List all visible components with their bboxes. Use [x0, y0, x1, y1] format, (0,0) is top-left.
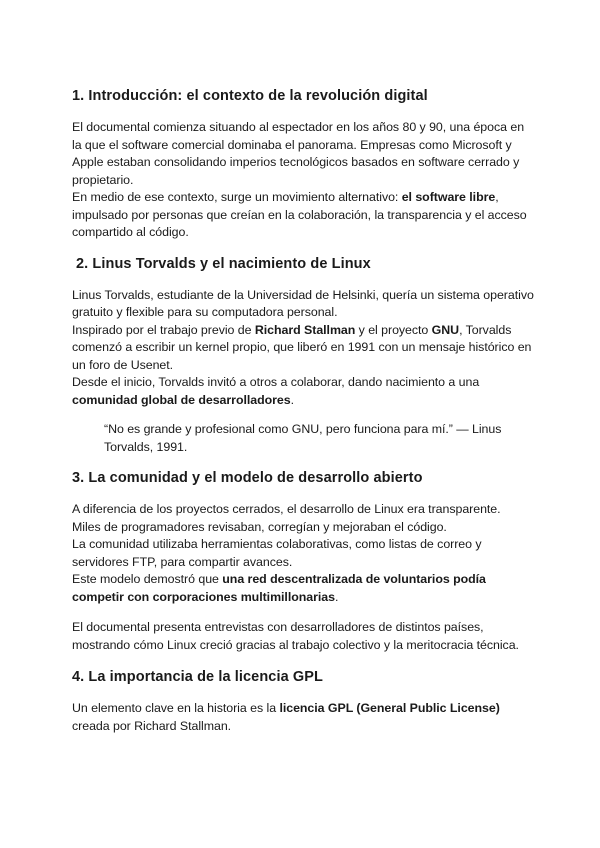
section-1-paragraph-2 [72, 189, 534, 242]
text-run: Este modelo demostró que [72, 572, 223, 586]
blockquote: “No es grande y profesional como GNU, pero funciona para mí.” — Linus Torvalds, 1991. [104, 422, 502, 454]
section-1-heading: 1. Introducción: el contexto de la revolución digital [72, 88, 428, 104]
bold-text-run: licencia GPL (General Public License) [279, 701, 500, 715]
text-run: . [334, 589, 339, 604]
bold-text-run: Richard Stallman [254, 322, 356, 337]
section-1-body [72, 119, 534, 242]
text-run: y el proyecto [355, 322, 432, 337]
text-run: . [290, 392, 294, 407]
section-3-heading: 3. La comunidad y el modelo de desarrollo abierto [72, 470, 423, 486]
section-4-heading: 4. La importancia de la licencia GPL [72, 669, 323, 685]
section-3-paragraph-1: A diferencia de los proyectos cerrados, el desarrollo de Linux era transparente. [72, 502, 501, 516]
section-2-paragraph-2 [72, 322, 534, 375]
text-run: creada por Richard Stallman. [72, 718, 232, 733]
section-3-paragraph-5: El documental presenta entrevistas con desarrolladores de distintos países, mostrando cómo Linux creció gracias al trabajo colectivo y la meritocracia técnica. [72, 620, 519, 652]
section-2-heading: 2. Linus Torvalds y el nacimiento de Linux [76, 255, 371, 272]
document-page [72, 86, 534, 735]
section-2-body [72, 287, 534, 410]
bold-text-run: GNU [431, 322, 460, 337]
section-3-paragraph-4 [72, 571, 534, 606]
section-2-paragraph-3 [72, 374, 534, 409]
text-run: Un elemento clave en la historia es la [72, 701, 280, 715]
section-2-paragraph-1: Linus Torvalds, estudiante de la Universidad de Helsinki, quería un sistema operativo gratuito y flexible para su computadora personal. [72, 287, 534, 319]
text-run: , Torvalds comenzó a escribir un kernel propio, que liberó en 1991 con un mensaje histórico en un foro de Usenet. [72, 322, 532, 372]
section-4-paragraph-1 [72, 700, 534, 735]
text-run: Desde el inicio, Torvalds invitó a otros a colaborar, dando nacimiento a una [72, 375, 480, 389]
section-3-paragraph-3: La comunidad utilizaba herramientas colaborativas, como listas de correo y servidores FTP, para compartir avances. [72, 537, 482, 569]
text-run: En medio de ese contexto, surge un movimiento alternativo: [72, 190, 402, 204]
bold-text-run: comunidad global de desarrolladores [72, 392, 291, 407]
section-3-paragraph-2: Miles de programadores revisaban, corregían y mejoraban el código. [72, 519, 447, 534]
section-1-paragraph-1: El documental comienza situando al espectador en los años 80 y 90, una época en la que el software comercial dominaba el panorama. Empresas como Microsoft y Apple estaban consolidando imperios tecnológicos basados en software cerrado y propietario. [72, 120, 525, 187]
section-3-body [72, 501, 534, 606]
bold-text-run: una red descentralizada de voluntarios podía competir con corporaciones multimillonarias [72, 572, 486, 604]
text-run: Inspirado por el trabajo previo de [72, 322, 255, 337]
bold-text-run: el software libre [401, 190, 496, 204]
text-run: , impulsado por personas que creían en la colaboración, la transparencia y el acceso compartido al código. [72, 190, 527, 239]
